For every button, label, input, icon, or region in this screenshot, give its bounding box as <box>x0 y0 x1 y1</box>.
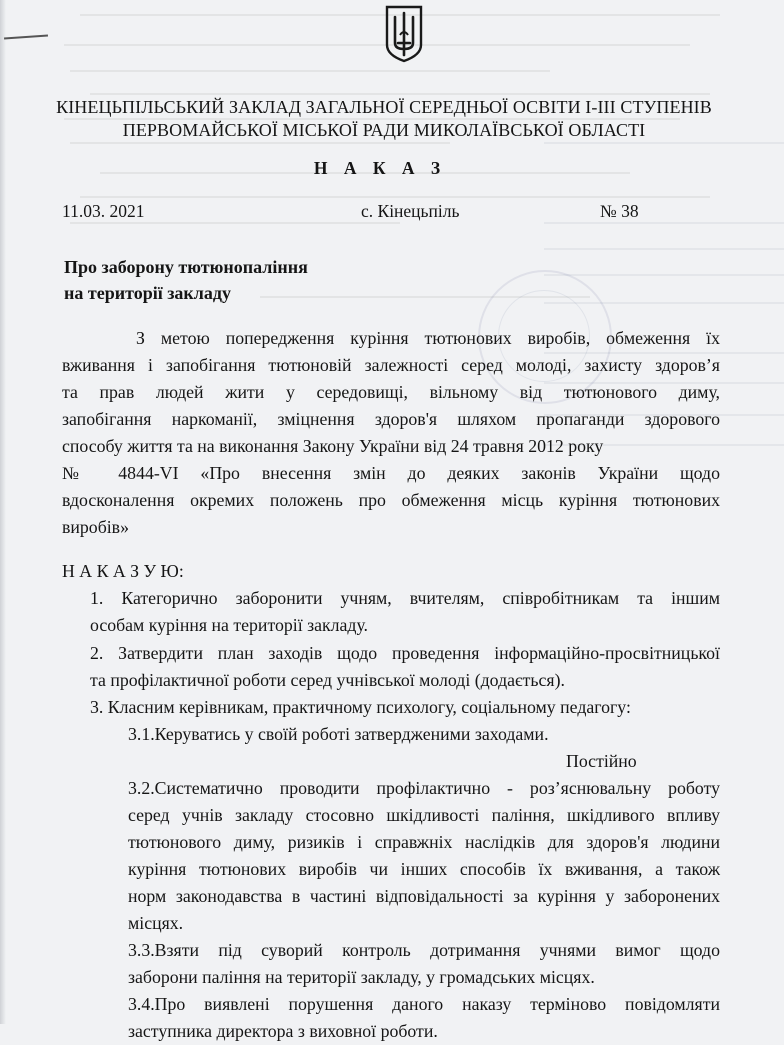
item-3-1: 3.1.Керуватись у своїй роботі затвердженими заходами. <box>128 724 549 744</box>
item-1-line: особам куріння на території закладу. <box>90 615 369 635</box>
subject-line1: Про заборону тютюнопаління <box>64 257 308 277</box>
item-3-2-line: серед учнів закладу стосовно шкідливості паління, шкідливого впливу <box>128 805 720 825</box>
preamble-line: вживання і запобігання тютюновій залежності серед молоді, захисту здоров’я <box>62 355 720 375</box>
order-date: 11.03. 2021 <box>62 201 145 221</box>
order-place: с. Кінецьпіль <box>361 201 460 221</box>
trident-emblem-icon <box>384 5 424 63</box>
item-3-2-line: 3.2.Систематично проводити профілактично - роз’яснювальну роботу <box>128 778 720 798</box>
item-3-4-line: заступника директора з виховної роботи. <box>128 1021 438 1041</box>
item-2-line: 2. Затвердити план заходів щодо проведення інформаційно-просвітницької <box>90 643 720 663</box>
doc-title: Н А К А З <box>313 158 447 178</box>
scan-edge <box>0 0 6 1024</box>
subject-line2: на території закладу <box>64 283 232 303</box>
preamble-line: З метою попередження куріння тютюнових виробів, обмеження їх <box>136 328 720 348</box>
scan-mark <box>4 34 48 39</box>
preamble-line: запобігання наркоманії, зміцнення здоров'я шляхом пропаганди здорового <box>62 409 720 429</box>
preamble-line: та прав людей жити у середовищі, вільному від тютюнового диму, <box>62 382 720 402</box>
order-word: Н А К А З У Ю: <box>62 561 184 581</box>
item-3-1-term: Постійно <box>566 751 637 771</box>
preamble-line: виробів» <box>62 517 129 537</box>
preamble-line: способу життя та на виконання Закону України від 24 травня 2012 року <box>62 436 604 456</box>
institution-name-line1: КІНЕЦЬПІЛЬСЬКИЙ ЗАКЛАД ЗАГАЛЬНОЇ СЕРЕДНЬОЇ ОСВІТИ І-ІІІ СТУПЕНІВ <box>56 97 712 117</box>
item-3-2-line: місцях. <box>128 913 184 933</box>
preamble-line: № 4844-VI «Про внесення змін до деяких законів України щодо <box>62 463 720 483</box>
item-2-line: та профілактичної роботи серед учнівської молоді (додається). <box>90 670 565 690</box>
order-number: № 38 <box>600 201 639 221</box>
preamble-line: вдосконалення окремих положень про обмеження місць куріння тютюнових <box>62 490 720 510</box>
item-3-3-line: заборони паління на території закладу, у громадських місцях. <box>128 967 595 987</box>
item-3-3-line: 3.3.Взяти під суворий контроль дотримання учнями вимог щодо <box>128 940 720 960</box>
item-3-2-line: тютюнового диму, ризиків і справжніх наслідків для здоров'я людини <box>128 832 720 852</box>
item-1-line: 1. Категорично заборонити учням, вчителям, співробітникам та іншим <box>90 588 720 608</box>
institution-name-line2: ПЕРВОМАЙСЬКОЇ МІСЬКОЇ РАДИ МИКОЛАЇВСЬКОЇ ОБЛАСТІ <box>122 120 646 140</box>
item-3-2-line: куріння тютюнових виробів чи інших способів їх вживання, а також <box>128 859 720 879</box>
item-3-4-line: 3.4.Про виявлені порушення даного наказу терміново повідомляти <box>128 994 720 1014</box>
item-3-2-line: норм законодавства в частині відповідальності за куріння у заборонених <box>128 886 720 906</box>
item-3: 3. Класним керівникам, практичному психологу, соціальному педагогу: <box>90 697 631 717</box>
